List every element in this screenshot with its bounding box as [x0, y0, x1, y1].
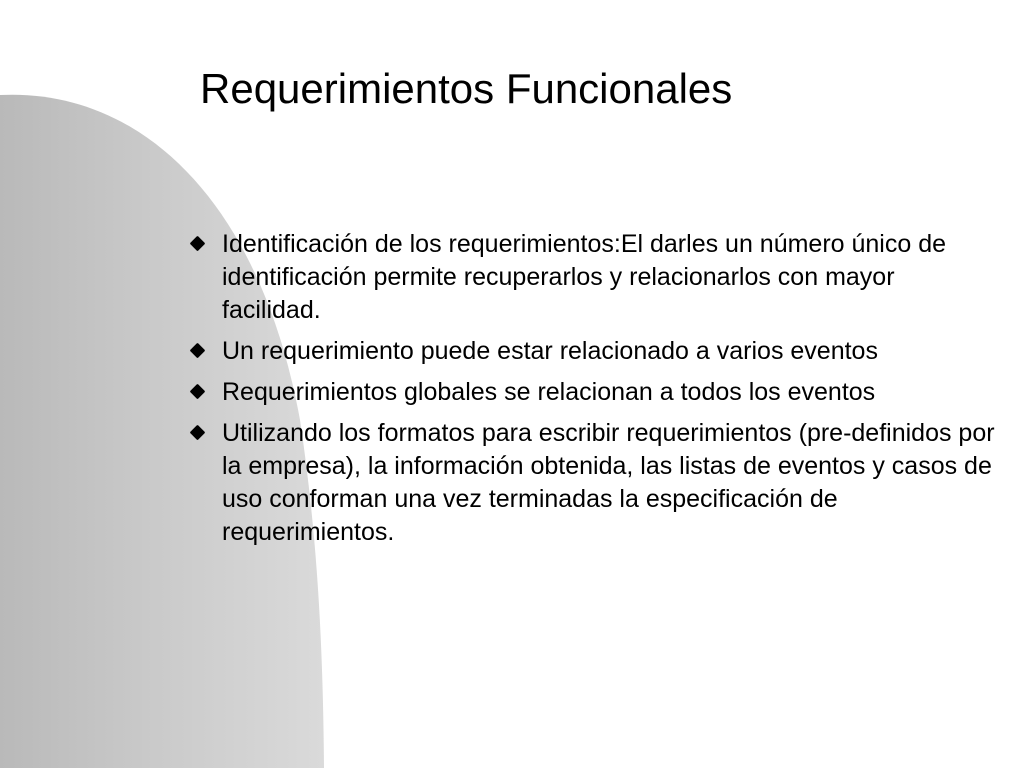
diamond-bullet-icon — [190, 425, 206, 441]
bullet-item-4 — [188, 417, 998, 549]
bullet-item-2 — [188, 335, 998, 368]
bullet-text: Un requerimiento puede estar relacionado a varios eventos — [222, 337, 878, 365]
diamond-bullet-icon — [190, 384, 206, 400]
bullet-text: Identificación de los requerimientos:El darles un número único de identificación permite recuperarlos y relacionarlos con mayor facilidad. — [222, 230, 947, 324]
bullet-text: Requerimientos globales se relacionan a todos los eventos — [222, 378, 876, 406]
diamond-bullet-icon — [190, 343, 206, 359]
diamond-bullet-icon — [190, 236, 206, 252]
bullet-item-3 — [188, 376, 998, 409]
bullet-text: Utilizando los formatos para escribir requerimientos (pre-definidos por la empresa), la información obtenida, las listas de eventos y casos de uso conforman una vez terminadas la especificación de requerimientos. — [222, 419, 995, 546]
bullet-item-1 — [188, 228, 998, 327]
bullet-list — [188, 228, 998, 557]
slide-title: Requerimientos Funcionales — [200, 65, 733, 112]
